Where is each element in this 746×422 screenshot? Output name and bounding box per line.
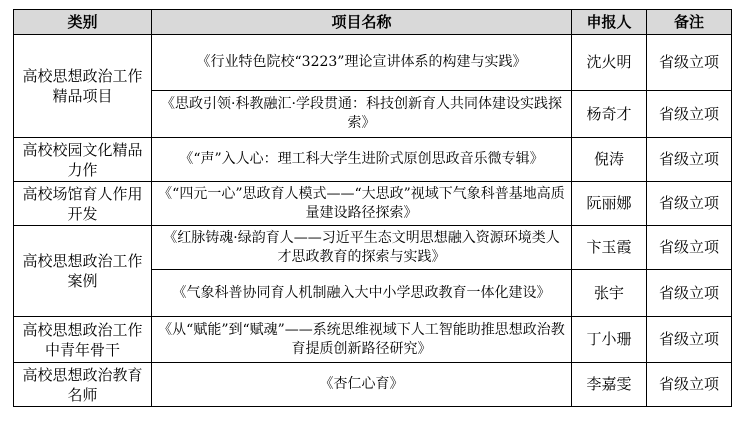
header-note: 备注 xyxy=(647,10,732,35)
project-name-cell: 《杏仁心育》 xyxy=(152,363,572,407)
table-row xyxy=(14,317,732,363)
category-cell: 高校场馆育人作用开发 xyxy=(14,182,152,226)
table-header-row xyxy=(14,10,732,35)
project-name-cell: 《“四元一心”思政育人模式——“大思政”视域下气象科普基地高质量建设路径探索》 xyxy=(152,182,572,226)
table-row xyxy=(14,226,732,270)
note-cell: 省级立项 xyxy=(647,91,732,138)
note-cell: 省级立项 xyxy=(647,270,732,317)
header-applicant: 申报人 xyxy=(572,10,647,35)
applicant-cell: 丁小珊 xyxy=(572,317,647,363)
project-name-cell: 《思政引领·科教融汇·学段贯通：科技创新育人共同体建设实践探索》 xyxy=(152,91,572,138)
project-name-cell: 《从“赋能”到“赋魂”——系统思维视域下人工智能助推思想政治教育提质创新路径研究》 xyxy=(152,317,572,363)
applicant-cell: 张宇 xyxy=(572,270,647,317)
table-row xyxy=(14,363,732,407)
table-row xyxy=(14,35,732,91)
applicant-cell: 卞玉霞 xyxy=(572,226,647,270)
category-cell: 高校校园文化精品力作 xyxy=(14,138,152,182)
applicant-cell: 杨奇才 xyxy=(572,91,647,138)
applicant-cell: 阮丽娜 xyxy=(572,182,647,226)
header-project: 项目名称 xyxy=(152,10,572,35)
table-row xyxy=(14,138,732,182)
note-cell: 省级立项 xyxy=(647,363,732,407)
note-cell: 省级立项 xyxy=(647,182,732,226)
note-cell: 省级立项 xyxy=(647,317,732,363)
applicant-cell: 沈火明 xyxy=(572,35,647,91)
category-cell: 高校思想政治工作案例 xyxy=(14,226,152,317)
project-list-table xyxy=(13,9,732,407)
applicant-cell: 李嘉雯 xyxy=(572,363,647,407)
note-cell: 省级立项 xyxy=(647,35,732,91)
applicant-cell: 倪涛 xyxy=(572,138,647,182)
category-cell: 高校思想政治工作中青年骨干 xyxy=(14,317,152,363)
project-list-table-wrapper xyxy=(13,9,732,407)
project-name-cell: 《行业特色院校“3223”理论宣讲体系的构建与实践》 xyxy=(152,35,572,91)
project-name-cell: 《气象科普协同育人机制融入大中小学思政教育一体化建设》 xyxy=(152,270,572,317)
project-name-cell: 《“声”入人心：理工科大学生进阶式原创思政音乐微专辑》 xyxy=(152,138,572,182)
header-category: 类别 xyxy=(14,10,152,35)
category-cell: 高校思想政治教育名师 xyxy=(14,363,152,407)
note-cell: 省级立项 xyxy=(647,226,732,270)
note-cell: 省级立项 xyxy=(647,138,732,182)
table-row xyxy=(14,182,732,226)
project-name-cell: 《红脉铸魂·绿韵育人——习近平生态文明思想融入资源环境类人才思政教育的探索与实践》 xyxy=(152,226,572,270)
category-cell: 高校思想政治工作精品项目 xyxy=(14,35,152,138)
